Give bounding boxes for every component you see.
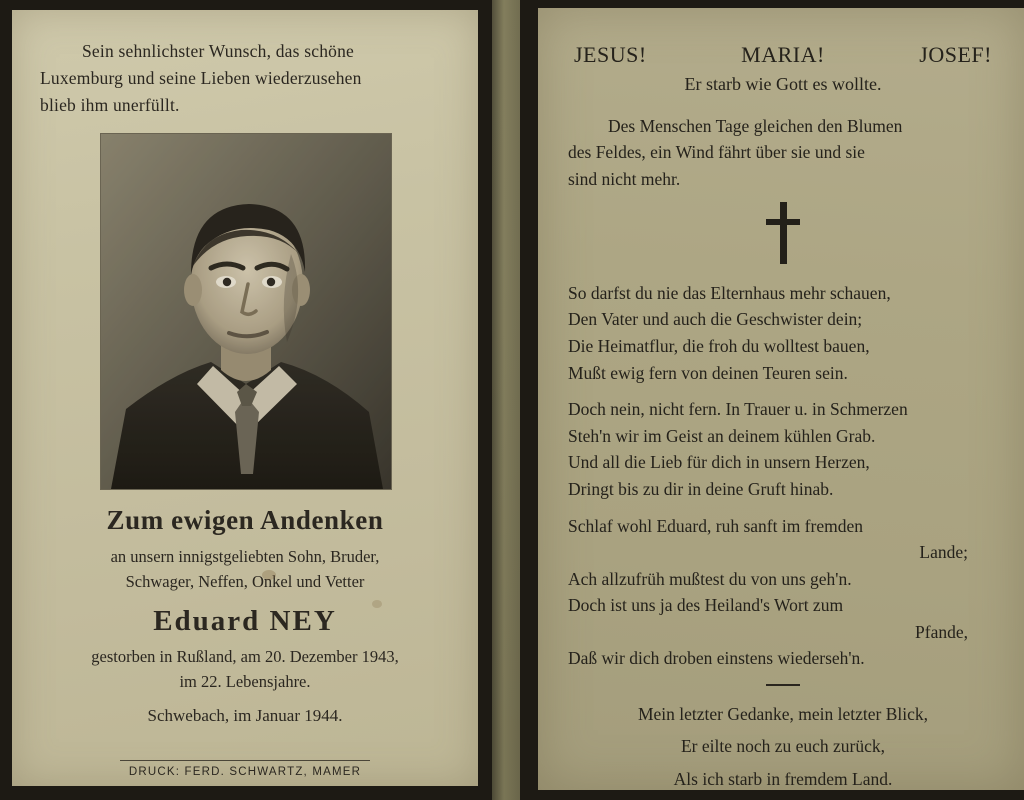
stanza-three-line-3: Ach allzufrüh mußtest du von uns geh'n. [568, 568, 852, 589]
stanza-two-line-2: Steh'n wir im Geist an deinem kühlen Grab. [568, 425, 876, 446]
stanza-one-line-2: Den Vater und auch die Geschwister dein; [568, 309, 863, 330]
deceased-name: Eduard NEY [153, 605, 337, 638]
cross-horizontal [766, 219, 800, 225]
closing-block [568, 698, 998, 795]
relation-line-2: Schwager, Neffen, Onkel und Vetter [125, 571, 365, 591]
death-line-2: im 22. Lebensjahre. [179, 672, 311, 692]
portrait-frame [100, 133, 390, 490]
memorial-title: Zum ewigen Andenken [106, 505, 384, 536]
printer-credit: DRUCK: FERD. SCHWARTZ, MAMER [128, 766, 362, 778]
invocation-jesus: JESUS! [574, 42, 647, 67]
prose-block [568, 113, 998, 192]
latin-cross-icon [568, 202, 998, 264]
intro-line-2: Luxemburg und seine Lieben wiederzusehen [40, 68, 362, 89]
stanza-one [568, 280, 998, 386]
left-leaf [0, 0, 492, 800]
printer-divider [120, 760, 370, 761]
prose-line-1: Des Menschen Tage gleichen den Blumen [608, 116, 903, 136]
stanza-two-line-4: Dringt bis zu dir in deine Gruft hinab. [568, 478, 834, 499]
printer-credit-block [12, 760, 478, 778]
stanza-three-line-2: Lande; [919, 542, 968, 563]
intro-text [40, 38, 450, 119]
portrait-photo [100, 133, 392, 490]
memorial-block [40, 502, 450, 728]
closing-line-3: Als ich starb in fremdem Land. [673, 768, 893, 789]
closing-line-1: Mein letzter Gedanke, mein letzter Blick, [637, 704, 929, 725]
invocation-josef: JOSEF! [919, 42, 992, 67]
stanza-two [568, 396, 998, 502]
stanza-one-line-4: Mußt ewig fern von deinen Teuren sein. [568, 362, 848, 383]
death-line-1: gestorben in Rußland, am 20. Dezember 1943, [91, 647, 399, 667]
intro-line-1: Sein sehnlichster Wunsch, das schöne [82, 41, 355, 61]
stanza-three-line-1: Schlaf wohl Eduard, ruh sanft im fremden [568, 515, 863, 536]
prose-line-3: sind nicht mehr. [568, 168, 681, 189]
right-leaf [520, 0, 1024, 800]
stanza-two-line-3: Und all die Lieb für dich in unsern Herzen, [568, 452, 870, 473]
stanza-three-line-5: Pfande, [915, 621, 968, 642]
relation-line-1: an unsern innigstgeliebten Sohn, Bruder, [110, 546, 380, 566]
stanza-three [568, 513, 998, 673]
left-page [12, 10, 478, 786]
section-divider [766, 684, 800, 686]
stanza-one-line-3: Die Heimatflur, die froh du wolltest bauen, [568, 335, 870, 356]
portrait-illustration [101, 134, 391, 489]
prose-line-2: des Feldes, ein Wind fährt über sie und sie [568, 142, 865, 163]
book-gutter [492, 0, 522, 800]
invocation-line [574, 42, 992, 68]
right-page [538, 8, 1024, 790]
closing-line-2: Er eilte noch zu euch zurück, [680, 736, 886, 757]
subinvocation-line: Er starb wie Gott es wollte. [684, 74, 882, 94]
place-line: Schwebach, im Januar 1944. [147, 705, 343, 725]
invocation-maria: MARIA! [741, 42, 825, 67]
stanza-two-line-1: Doch nein, nicht fern. In Trauer u. in Schmerzen [568, 399, 908, 420]
stanza-three-line-4: Doch ist uns ja des Heiland's Wort zum [568, 595, 844, 616]
intro-line-3: blieb ihm unerfüllt. [40, 95, 180, 116]
stanza-one-line-1: So darfst du nie das Elternhaus mehr schauen, [568, 282, 891, 303]
stanza-three-line-6: Daß wir dich droben einstens wiederseh'n. [568, 648, 865, 669]
cross-vertical [780, 202, 787, 264]
